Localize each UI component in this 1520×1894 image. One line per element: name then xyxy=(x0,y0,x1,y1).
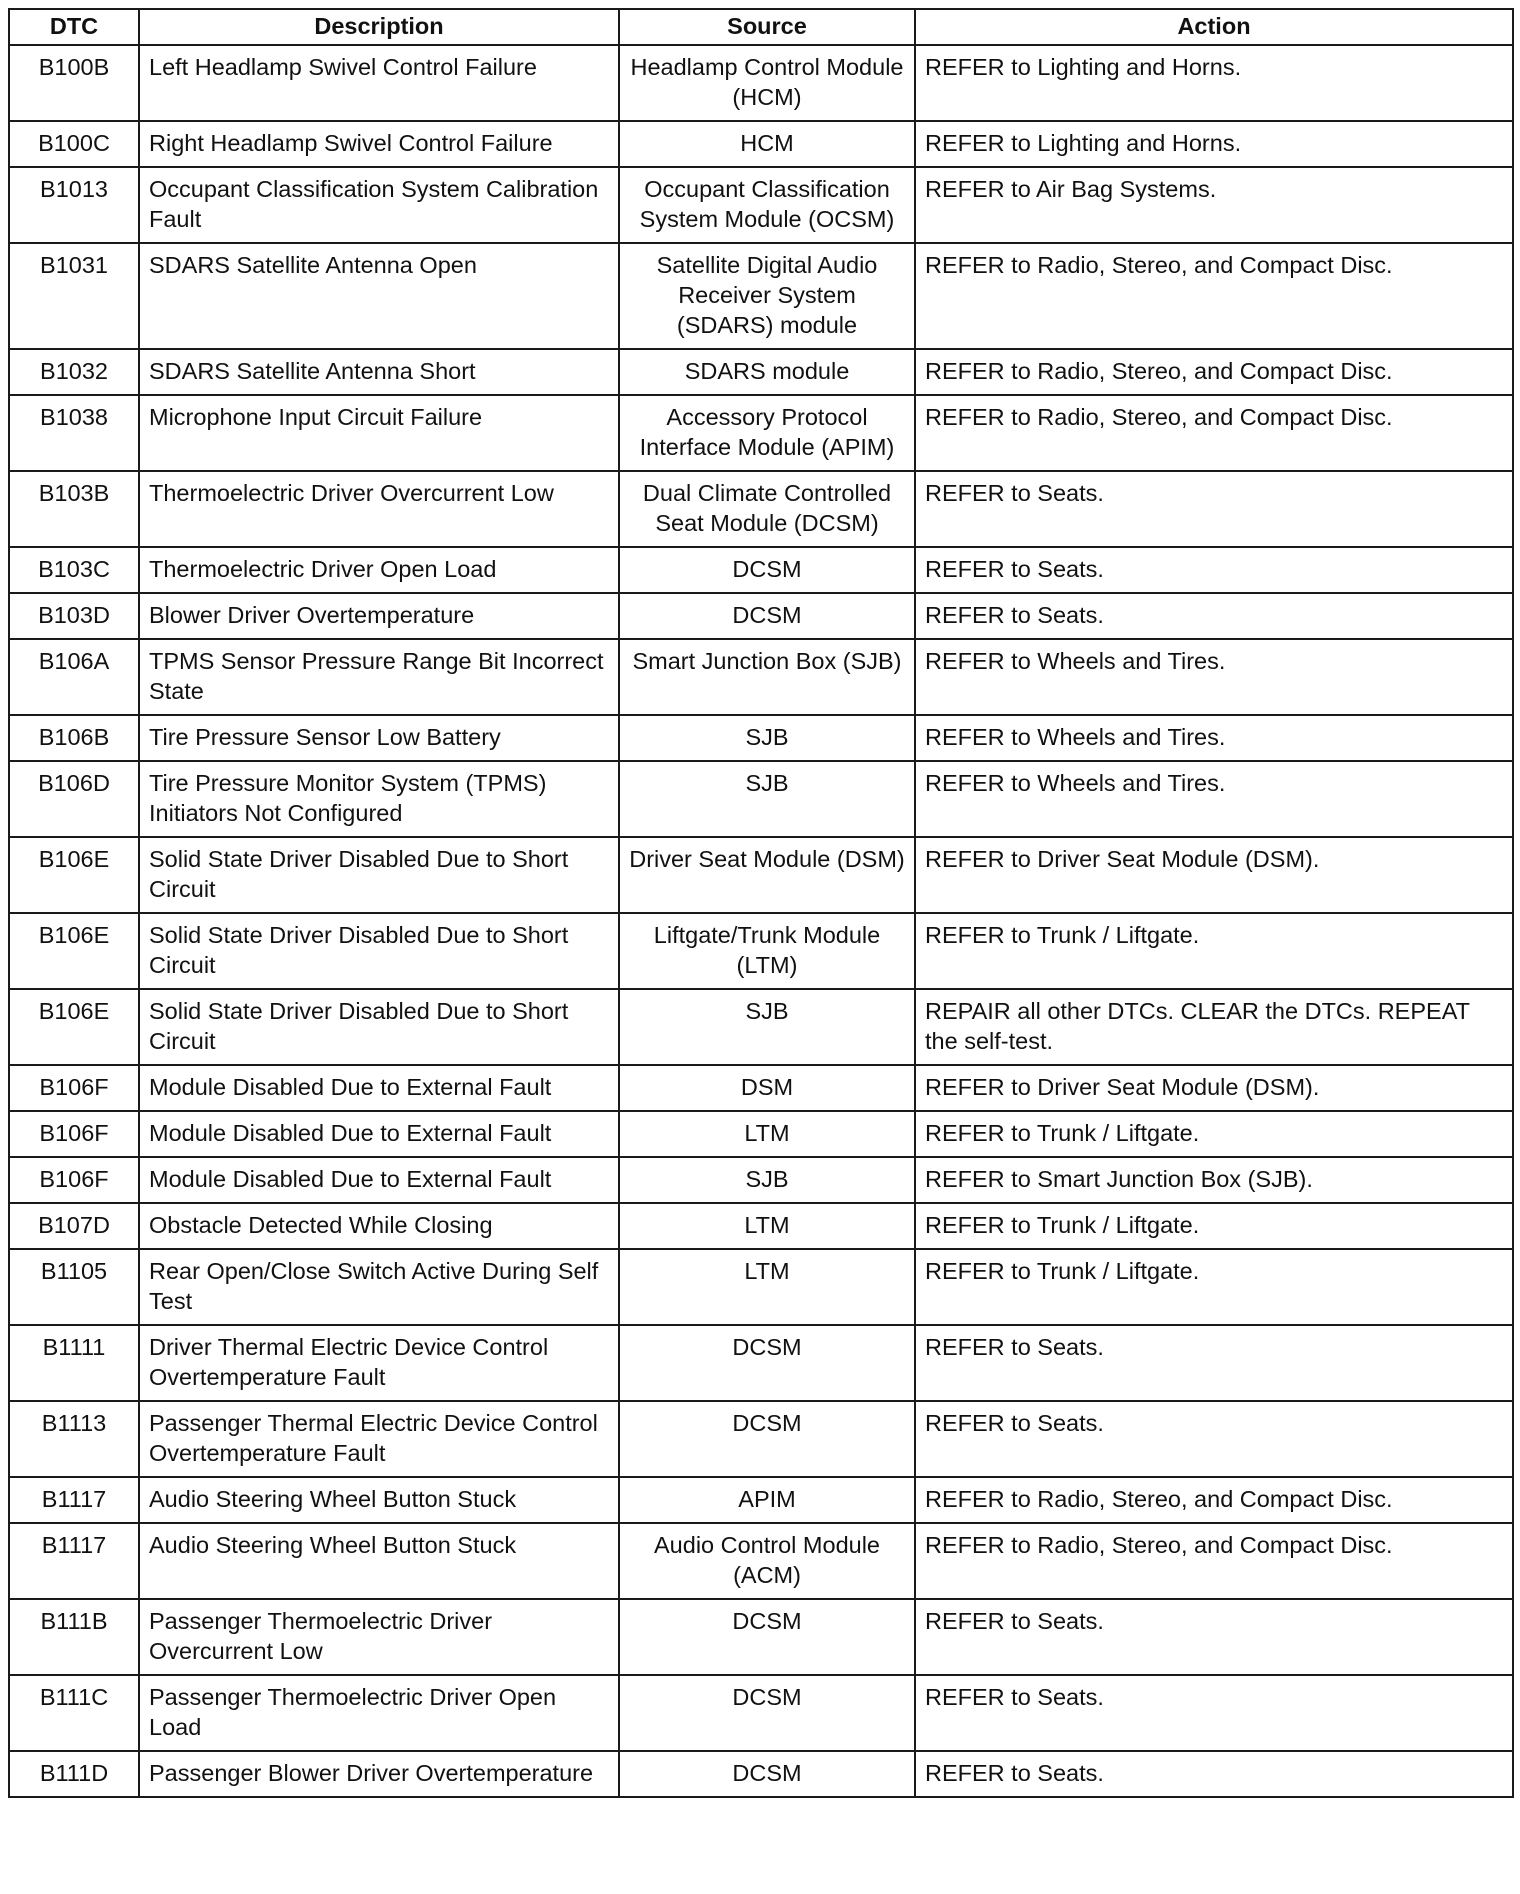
cell-dtc: B106E xyxy=(9,913,139,989)
cell-source: Dual Climate Controlled Seat Module (DCSM) xyxy=(619,471,915,547)
table-row xyxy=(9,1401,1513,1477)
cell-description: Module Disabled Due to External Fault xyxy=(139,1111,619,1157)
cell-action: REFER to Seats. xyxy=(915,1325,1513,1401)
cell-description: TPMS Sensor Pressure Range Bit Incorrect State xyxy=(139,639,619,715)
table-row xyxy=(9,1751,1513,1797)
cell-action: REFER to Trunk / Liftgate. xyxy=(915,1203,1513,1249)
cell-source: DCSM xyxy=(619,1675,915,1751)
cell-action: REFER to Smart Junction Box (SJB). xyxy=(915,1157,1513,1203)
cell-action: REFER to Radio, Stereo, and Compact Disc. xyxy=(915,243,1513,349)
cell-dtc: B106F xyxy=(9,1065,139,1111)
cell-description: Rear Open/Close Switch Active During Self Test xyxy=(139,1249,619,1325)
cell-description: Passenger Blower Driver Overtemperature xyxy=(139,1751,619,1797)
cell-source: LTM xyxy=(619,1249,915,1325)
cell-dtc: B1111 xyxy=(9,1325,139,1401)
cell-source: LTM xyxy=(619,1111,915,1157)
cell-description: Audio Steering Wheel Button Stuck xyxy=(139,1477,619,1523)
cell-action: REFER to Driver Seat Module (DSM). xyxy=(915,1065,1513,1111)
cell-action: REFER to Seats. xyxy=(915,1675,1513,1751)
cell-source: Smart Junction Box (SJB) xyxy=(619,639,915,715)
cell-description: Solid State Driver Disabled Due to Short Circuit xyxy=(139,913,619,989)
cell-action: REFER to Seats. xyxy=(915,1599,1513,1675)
table-row xyxy=(9,1157,1513,1203)
table-row xyxy=(9,761,1513,837)
header-action: Action xyxy=(915,9,1513,45)
cell-source: SJB xyxy=(619,715,915,761)
table-row xyxy=(9,167,1513,243)
cell-dtc: B106E xyxy=(9,837,139,913)
table-row xyxy=(9,1249,1513,1325)
cell-source: SJB xyxy=(619,989,915,1065)
cell-description: Thermoelectric Driver Overcurrent Low xyxy=(139,471,619,547)
table-row xyxy=(9,913,1513,989)
cell-dtc: B103C xyxy=(9,547,139,593)
cell-description: Passenger Thermal Electric Device Control Overtemperature Fault xyxy=(139,1401,619,1477)
cell-source: Accessory Protocol Interface Module (APIM) xyxy=(619,395,915,471)
cell-action: REFER to Radio, Stereo, and Compact Disc. xyxy=(915,1523,1513,1599)
cell-action: REFER to Seats. xyxy=(915,593,1513,639)
cell-dtc: B1038 xyxy=(9,395,139,471)
dtc-table-container xyxy=(8,8,1512,1798)
table-row xyxy=(9,1111,1513,1157)
cell-dtc: B1117 xyxy=(9,1523,139,1599)
cell-description: Tire Pressure Monitor System (TPMS) Initiators Not Configured xyxy=(139,761,619,837)
cell-dtc: B103D xyxy=(9,593,139,639)
cell-action: REFER to Driver Seat Module (DSM). xyxy=(915,837,1513,913)
cell-source: LTM xyxy=(619,1203,915,1249)
table-row xyxy=(9,715,1513,761)
cell-source: Satellite Digital Audio Receiver System (SDARS) module xyxy=(619,243,915,349)
cell-dtc: B111D xyxy=(9,1751,139,1797)
cell-action: REFER to Wheels and Tires. xyxy=(915,761,1513,837)
cell-action: REFER to Trunk / Liftgate. xyxy=(915,913,1513,989)
cell-dtc: B1031 xyxy=(9,243,139,349)
table-row xyxy=(9,639,1513,715)
table-row xyxy=(9,1325,1513,1401)
cell-action: REFER to Radio, Stereo, and Compact Disc. xyxy=(915,349,1513,395)
cell-source: Audio Control Module (ACM) xyxy=(619,1523,915,1599)
cell-description: Module Disabled Due to External Fault xyxy=(139,1065,619,1111)
table-row xyxy=(9,1477,1513,1523)
cell-source: DCSM xyxy=(619,1401,915,1477)
cell-dtc: B106F xyxy=(9,1111,139,1157)
cell-dtc: B106E xyxy=(9,989,139,1065)
table-row xyxy=(9,989,1513,1065)
cell-description: Left Headlamp Swivel Control Failure xyxy=(139,45,619,121)
cell-action: REFER to Air Bag Systems. xyxy=(915,167,1513,243)
cell-action: REFER to Seats. xyxy=(915,547,1513,593)
table-header-row xyxy=(9,9,1513,45)
table-row xyxy=(9,1599,1513,1675)
cell-description: Obstacle Detected While Closing xyxy=(139,1203,619,1249)
cell-action: REFER to Radio, Stereo, and Compact Disc. xyxy=(915,395,1513,471)
cell-source: Driver Seat Module (DSM) xyxy=(619,837,915,913)
cell-description: Solid State Driver Disabled Due to Short Circuit xyxy=(139,837,619,913)
cell-dtc: B107D xyxy=(9,1203,139,1249)
table-row xyxy=(9,1675,1513,1751)
cell-dtc: B1113 xyxy=(9,1401,139,1477)
table-row xyxy=(9,45,1513,121)
cell-source: DSM xyxy=(619,1065,915,1111)
cell-description: Microphone Input Circuit Failure xyxy=(139,395,619,471)
cell-source: SJB xyxy=(619,761,915,837)
cell-description: Passenger Thermoelectric Driver Overcurrent Low xyxy=(139,1599,619,1675)
cell-action: REFER to Lighting and Horns. xyxy=(915,45,1513,121)
cell-source: DCSM xyxy=(619,1325,915,1401)
table-row xyxy=(9,395,1513,471)
cell-dtc: B106A xyxy=(9,639,139,715)
table-row xyxy=(9,1523,1513,1599)
cell-dtc: B1117 xyxy=(9,1477,139,1523)
cell-source: Occupant Classification System Module (OCSM) xyxy=(619,167,915,243)
cell-description: Occupant Classification System Calibration Fault xyxy=(139,167,619,243)
cell-dtc: B1032 xyxy=(9,349,139,395)
cell-action: REFER to Wheels and Tires. xyxy=(915,639,1513,715)
cell-action: REFER to Radio, Stereo, and Compact Disc. xyxy=(915,1477,1513,1523)
table-row xyxy=(9,837,1513,913)
cell-source: Liftgate/Trunk Module (LTM) xyxy=(619,913,915,989)
cell-dtc: B100C xyxy=(9,121,139,167)
cell-action: REFER to Seats. xyxy=(915,1401,1513,1477)
cell-description: Blower Driver Overtemperature xyxy=(139,593,619,639)
cell-action: REFER to Lighting and Horns. xyxy=(915,121,1513,167)
table-row xyxy=(9,547,1513,593)
cell-description: SDARS Satellite Antenna Open xyxy=(139,243,619,349)
cell-dtc: B100B xyxy=(9,45,139,121)
cell-source: DCSM xyxy=(619,1599,915,1675)
header-dtc: DTC xyxy=(9,9,139,45)
cell-source: SJB xyxy=(619,1157,915,1203)
cell-dtc: B106D xyxy=(9,761,139,837)
cell-source: DCSM xyxy=(619,1751,915,1797)
cell-description: Module Disabled Due to External Fault xyxy=(139,1157,619,1203)
cell-description: Right Headlamp Swivel Control Failure xyxy=(139,121,619,167)
cell-dtc: B106B xyxy=(9,715,139,761)
table-row xyxy=(9,471,1513,547)
cell-source: HCM xyxy=(619,121,915,167)
dtc-table xyxy=(8,8,1514,1798)
cell-action: REFER to Seats. xyxy=(915,1751,1513,1797)
cell-description: SDARS Satellite Antenna Short xyxy=(139,349,619,395)
cell-action: REFER to Trunk / Liftgate. xyxy=(915,1249,1513,1325)
cell-description: Audio Steering Wheel Button Stuck xyxy=(139,1523,619,1599)
cell-dtc: B111C xyxy=(9,1675,139,1751)
table-row xyxy=(9,1065,1513,1111)
table-row xyxy=(9,121,1513,167)
cell-dtc: B1013 xyxy=(9,167,139,243)
cell-action: REFER to Trunk / Liftgate. xyxy=(915,1111,1513,1157)
cell-description: Solid State Driver Disabled Due to Short Circuit xyxy=(139,989,619,1065)
cell-description: Tire Pressure Sensor Low Battery xyxy=(139,715,619,761)
cell-description: Thermoelectric Driver Open Load xyxy=(139,547,619,593)
cell-source: Headlamp Control Module (HCM) xyxy=(619,45,915,121)
cell-action: REFER to Wheels and Tires. xyxy=(915,715,1513,761)
cell-source: DCSM xyxy=(619,593,915,639)
cell-source: DCSM xyxy=(619,547,915,593)
cell-dtc: B106F xyxy=(9,1157,139,1203)
cell-description: Driver Thermal Electric Device Control Overtemperature Fault xyxy=(139,1325,619,1401)
table-row xyxy=(9,1203,1513,1249)
cell-source: APIM xyxy=(619,1477,915,1523)
table-row xyxy=(9,349,1513,395)
table-row xyxy=(9,593,1513,639)
cell-description: Passenger Thermoelectric Driver Open Load xyxy=(139,1675,619,1751)
table-row xyxy=(9,243,1513,349)
cell-source: SDARS module xyxy=(619,349,915,395)
header-source: Source xyxy=(619,9,915,45)
cell-dtc: B111B xyxy=(9,1599,139,1675)
cell-dtc: B1105 xyxy=(9,1249,139,1325)
header-description: Description xyxy=(139,9,619,45)
cell-action: REPAIR all other DTCs. CLEAR the DTCs. REPEAT the self-test. xyxy=(915,989,1513,1065)
cell-action: REFER to Seats. xyxy=(915,471,1513,547)
cell-dtc: B103B xyxy=(9,471,139,547)
